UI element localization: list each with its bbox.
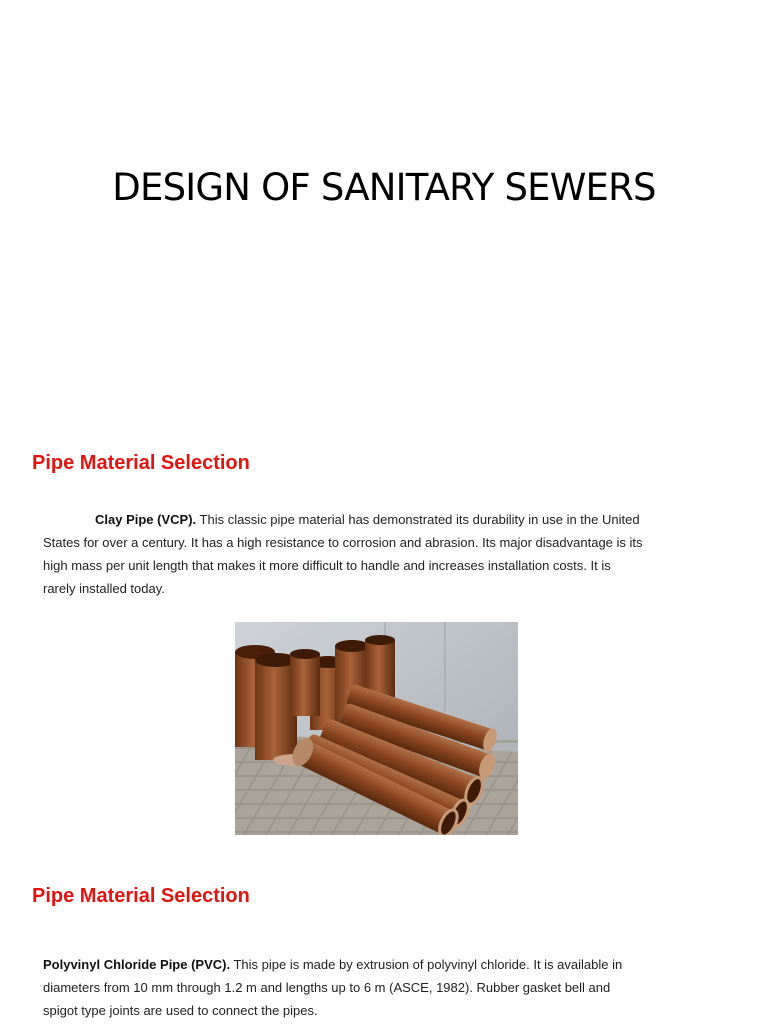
page-title: DESIGN OF SANITARY SEWERS	[112, 166, 656, 209]
section-heading-pvc: Pipe Material Selection	[32, 885, 250, 907]
clay-pipe-paragraph	[43, 508, 643, 600]
clay-pipes-photo	[235, 622, 518, 835]
section-heading-clay: Pipe Material Selection	[32, 452, 250, 474]
pvc-pipe-lead: Polyvinyl Chloride Pipe (PVC).	[43, 957, 231, 972]
clay-pipe-body: This classic pipe material has demonstrated its durability in use in the United States for over a century. It has a high resistance to corrosion and abrasion. Its major disadvantage is its high mass per unit length that makes it more difficult to handle and increases installation costs. It is rarely installed today.	[43, 512, 643, 596]
pvc-pipe-body: This pipe is made by extrusion of polyvinyl chloride. It is available in diameters from 10 mm through 1.2 m and lengths up to 6 m (ASCE, 1982). Rubber gasket bell and spigot type joints are used to connect the pipes.	[43, 957, 623, 1018]
clay-pipe-lead: Clay Pipe (VCP).	[95, 512, 197, 527]
pvc-pipe-paragraph	[43, 953, 643, 1022]
